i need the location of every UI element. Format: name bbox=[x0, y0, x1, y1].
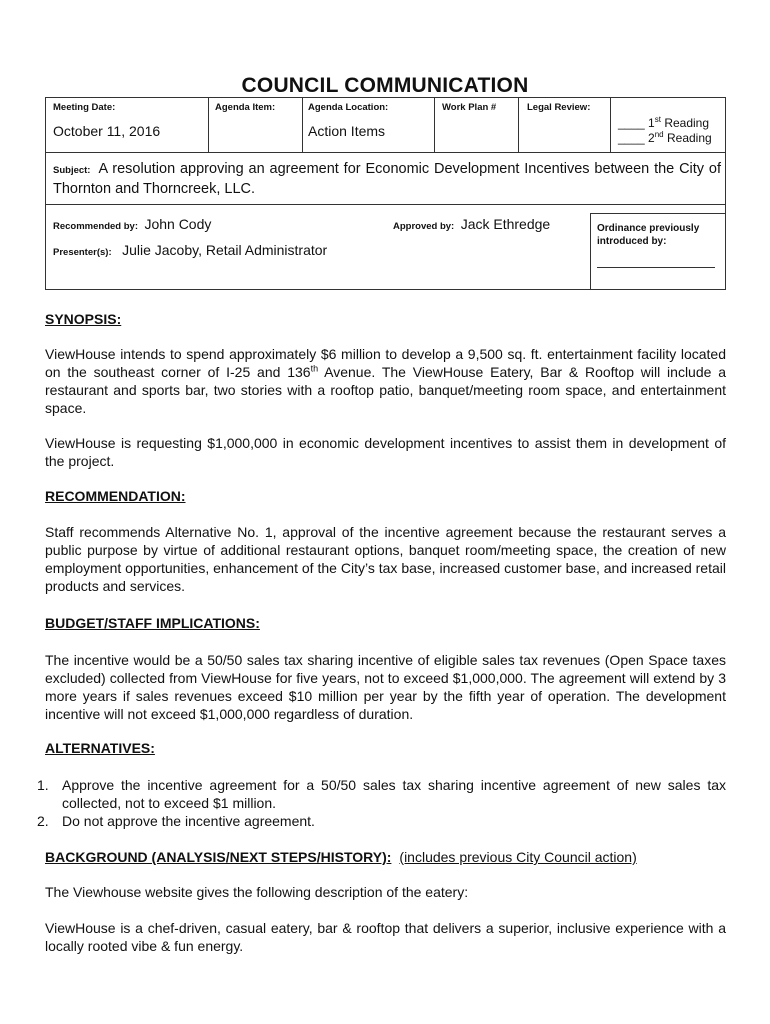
budget-heading: BUDGET/STAFF IMPLICATIONS: bbox=[45, 615, 260, 631]
second-reading-num: 2 bbox=[648, 131, 655, 145]
divider bbox=[434, 98, 435, 152]
presenters-label: Presenter(s): bbox=[53, 247, 112, 258]
list-item-text: Do not approve the incentive agreement. bbox=[62, 813, 315, 829]
list-item bbox=[37, 776, 726, 812]
divider bbox=[208, 98, 209, 152]
first-reading-label: Reading bbox=[664, 116, 710, 130]
work-plan-label: Work Plan # bbox=[442, 102, 497, 113]
approved-by-value: Jack Ethredge bbox=[460, 216, 551, 232]
legal-review-label: Legal Review: bbox=[527, 102, 591, 113]
background-paragraph-1: The Viewhouse website gives the following description of the eatery: bbox=[45, 884, 469, 900]
divider bbox=[302, 98, 303, 152]
meeting-date-value: October 11, 2016 bbox=[53, 123, 161, 139]
subject-text: A resolution approving an agreement for Economic Development Incentives between the City of Thornton and Thorncreek, LLC. bbox=[53, 161, 721, 197]
alternatives-heading: ALTERNATIVES: bbox=[45, 740, 155, 756]
presenters bbox=[53, 242, 327, 260]
subject-label: Subject: bbox=[53, 165, 91, 176]
background-note: (includes previous City Council action) bbox=[399, 849, 637, 865]
first-reading-num: 1 bbox=[648, 116, 655, 130]
approved-by bbox=[393, 216, 550, 234]
divider bbox=[518, 98, 519, 152]
agenda-location-label: Agenda Location: bbox=[308, 102, 389, 113]
synopsis-p1-a: ViewHouse intends to spend approximately $6 million to develop a 9,500 sq. ft. entertainment facility located on the southeast corner of I-25 and 136 bbox=[45, 346, 726, 380]
synopsis-p1-b: Avenue. The ViewHouse Eatery, Bar & Rooftop will include a restaurant and sports bar, two stories with a rooftop patio, banquet/meeting room space, and entertainment space. bbox=[45, 364, 727, 416]
second-reading bbox=[618, 131, 712, 145]
agenda-item-label: Agenda Item: bbox=[215, 102, 276, 113]
recommended-by bbox=[53, 216, 211, 234]
recommendation-paragraph: Staff recommends Alternative No. 1, approval of the incentive agreement because the restaurant serves a public purpose by virtue of additional restaurant options, banquet room/meeting space, the creation of new employment opportunities, enhancement of the City’s tax base, increased customer base, and increased retail products and services. bbox=[45, 524, 726, 594]
header-table bbox=[45, 97, 726, 290]
list-item-number: 2. bbox=[37, 813, 49, 829]
synopsis-heading: SYNOPSIS: bbox=[45, 311, 122, 327]
page-title: COUNCIL COMMUNICATION bbox=[241, 74, 529, 97]
ordinance-box bbox=[590, 213, 725, 290]
first-reading-sup: st bbox=[654, 115, 661, 124]
second-reading-blank: ____ bbox=[618, 131, 645, 145]
second-reading-sup: nd bbox=[654, 130, 664, 139]
ordinance-signature-line bbox=[597, 267, 715, 268]
synopsis-p1-sup: th bbox=[310, 363, 319, 374]
ordinance-label: Ordinance previously introduced by: bbox=[597, 223, 700, 247]
subject bbox=[53, 160, 721, 198]
divider bbox=[610, 98, 611, 152]
first-reading bbox=[618, 116, 709, 130]
agenda-location-value: Action Items bbox=[308, 123, 386, 139]
budget-paragraph: The incentive would be a 50/50 sales tax sharing incentive of eligible sales tax revenues (Open Space taxes excluded) collected from ViewHouse for five years, not to exceed $1,000,000. The agreement will extend by 3 more years if sales revenues exceed $10 million per year by the fifth year of operation. The development incentive will not exceed $1,000,000 regardless of duration. bbox=[45, 652, 726, 722]
synopsis-paragraph-2: ViewHouse is requesting $1,000,000 in economic development incentives to assist them in development of the project. bbox=[45, 435, 726, 469]
approved-by-label: Approved by: bbox=[393, 221, 455, 232]
list-item-number: 1. bbox=[37, 777, 49, 793]
synopsis-paragraph-1 bbox=[45, 345, 726, 417]
list-item bbox=[37, 812, 726, 830]
presenters-value: Julie Jacoby, Retail Administrator bbox=[122, 242, 328, 258]
list-item-text: Approve the incentive agreement for a 50/50 sales tax sharing incentive agreement of new sales tax collected, not to exceed $1 million. bbox=[62, 777, 726, 811]
background-heading-text: BACKGROUND (ANALYSIS/NEXT STEPS/HISTORY): bbox=[45, 849, 392, 865]
recommended-by-value: John Cody bbox=[144, 216, 212, 232]
second-reading-label: Reading bbox=[666, 131, 712, 145]
divider bbox=[46, 152, 725, 153]
first-reading-blank: ____ bbox=[618, 116, 645, 130]
background-paragraph-2: ViewHouse is a chef-driven, casual eatery, bar & rooftop that delivers a superior, inclusive experience with a locally rooted vibe & fun energy. bbox=[45, 920, 726, 954]
recommendation-heading: RECOMMENDATION: bbox=[45, 488, 186, 504]
meeting-date-label: Meeting Date: bbox=[53, 102, 116, 113]
background-heading bbox=[45, 849, 637, 865]
recommended-by-label: Recommended by: bbox=[53, 221, 138, 232]
divider bbox=[46, 204, 725, 205]
